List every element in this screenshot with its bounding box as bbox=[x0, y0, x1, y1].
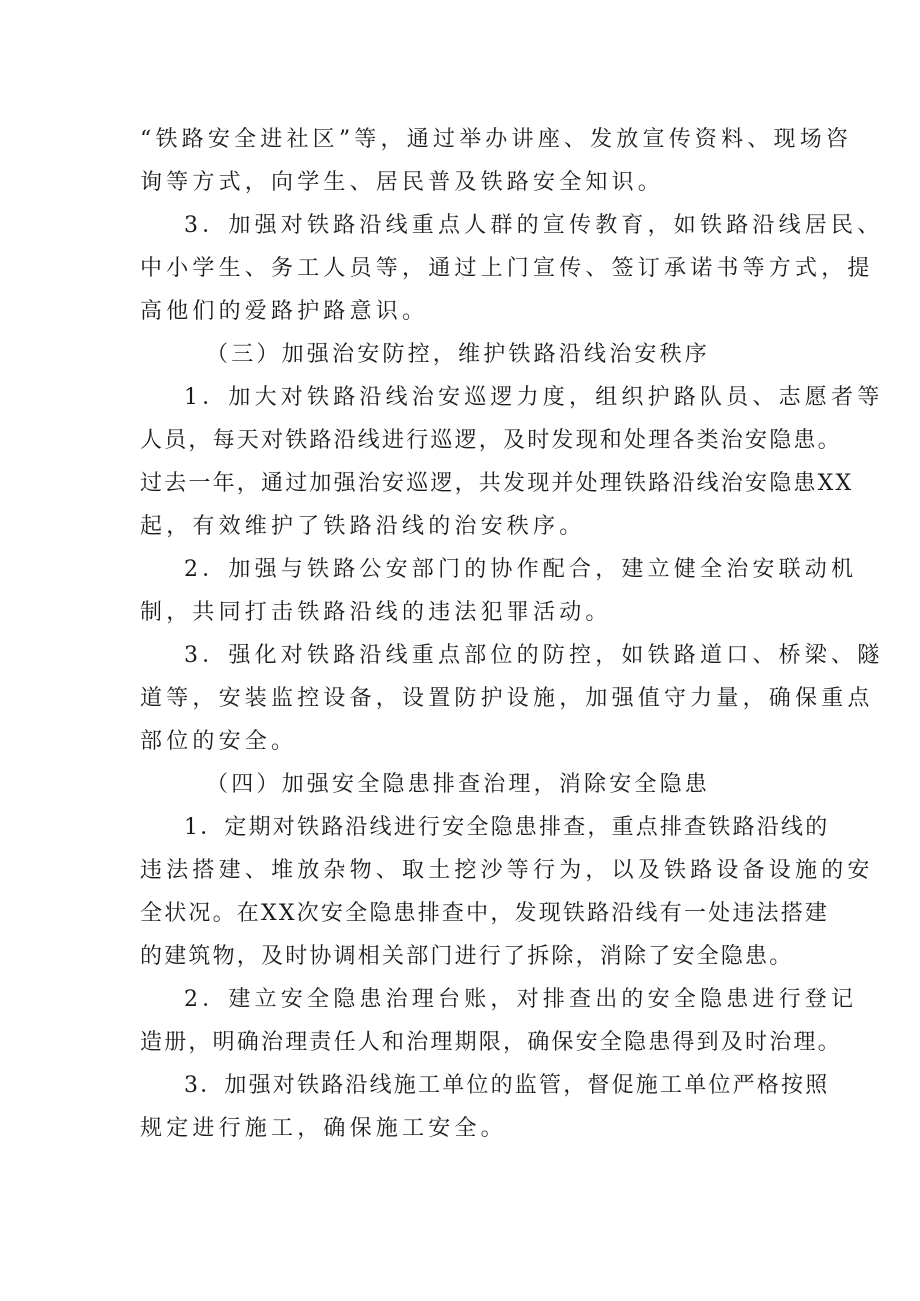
text-line: 违法搭建、堆放杂物、取土挖沙等行为，以及铁路设备设施的安 bbox=[140, 858, 874, 883]
text-line: 规定进行施工，确保施工安全。 bbox=[140, 1116, 507, 1141]
section-heading-4: （四）加强安全隐患排查治理，消除安全隐患 bbox=[206, 772, 711, 797]
text-line: 全状况。在XX次安全隐患排查中，发现铁路沿线有一处违法搭建 bbox=[140, 901, 830, 926]
text-line: 起，有效维护了铁路沿线的治安秩序。 bbox=[140, 514, 586, 539]
text-line: 中小学生、务工人员等，通过上门宣传、签订承诺书等方式，提 bbox=[140, 256, 874, 281]
text-line: 高他们的爱路护路意识。 bbox=[140, 299, 429, 324]
list-item-3: 3．加强对铁路沿线施工单位的监管，督促施工单位严格按照 bbox=[184, 1073, 830, 1098]
text-line: 的建筑物，及时协调相关部门进行了拆除，消除了安全隐患。 bbox=[140, 944, 794, 969]
list-item-1: 1．定期对铁路沿线进行安全隐患排查，重点排查铁路沿线的 bbox=[184, 815, 830, 840]
text-line: 人员，每天对铁路沿线进行巡逻，及时发现和处理各类治安隐患。 bbox=[140, 428, 842, 453]
text-line: “铁路安全进社区”等，通过举办讲座、发放宣传资料、现场咨 bbox=[140, 127, 853, 152]
list-item-2: 2．建立安全隐患治理台账，对排查出的安全隐患进行登记 bbox=[184, 987, 858, 1012]
list-item-1: 1．加大对铁路沿线治安巡逻力度，组织护路队员、志愿者等 bbox=[184, 385, 884, 410]
text-line: 过去一年，通过加强治安巡逻，共发现并处理铁路沿线治安隐患XX bbox=[140, 471, 854, 496]
text-line: 询等方式，向学生、居民普及铁路安全知识。 bbox=[140, 170, 665, 195]
list-item-3: 3．强化对铁路沿线重点部位的防控，如铁路道口、桥梁、隧 bbox=[184, 643, 884, 668]
text-line: 造册，明确治理责任人和治理期限，确保安全隐患得到及时治理。 bbox=[140, 1030, 842, 1055]
text-line: 制，共同打击铁路沿线的违法犯罪活动。 bbox=[140, 600, 612, 625]
list-item-2: 2．加强与铁路公安部门的协作配合，建立健全治安联动机 bbox=[184, 557, 858, 582]
list-item-3: 3．加强对铁路沿线重点人群的宣传教育，如铁路沿线居民、 bbox=[184, 213, 884, 238]
section-heading-3: （三）加强治安防控，维护铁路沿线治安秩序 bbox=[206, 342, 711, 367]
text-line: 道等，安装监控设备，设置防护设施，加强值守力量，确保重点 bbox=[140, 686, 874, 711]
document-page bbox=[140, 118, 884, 1150]
text-line: 部位的安全。 bbox=[140, 729, 298, 754]
